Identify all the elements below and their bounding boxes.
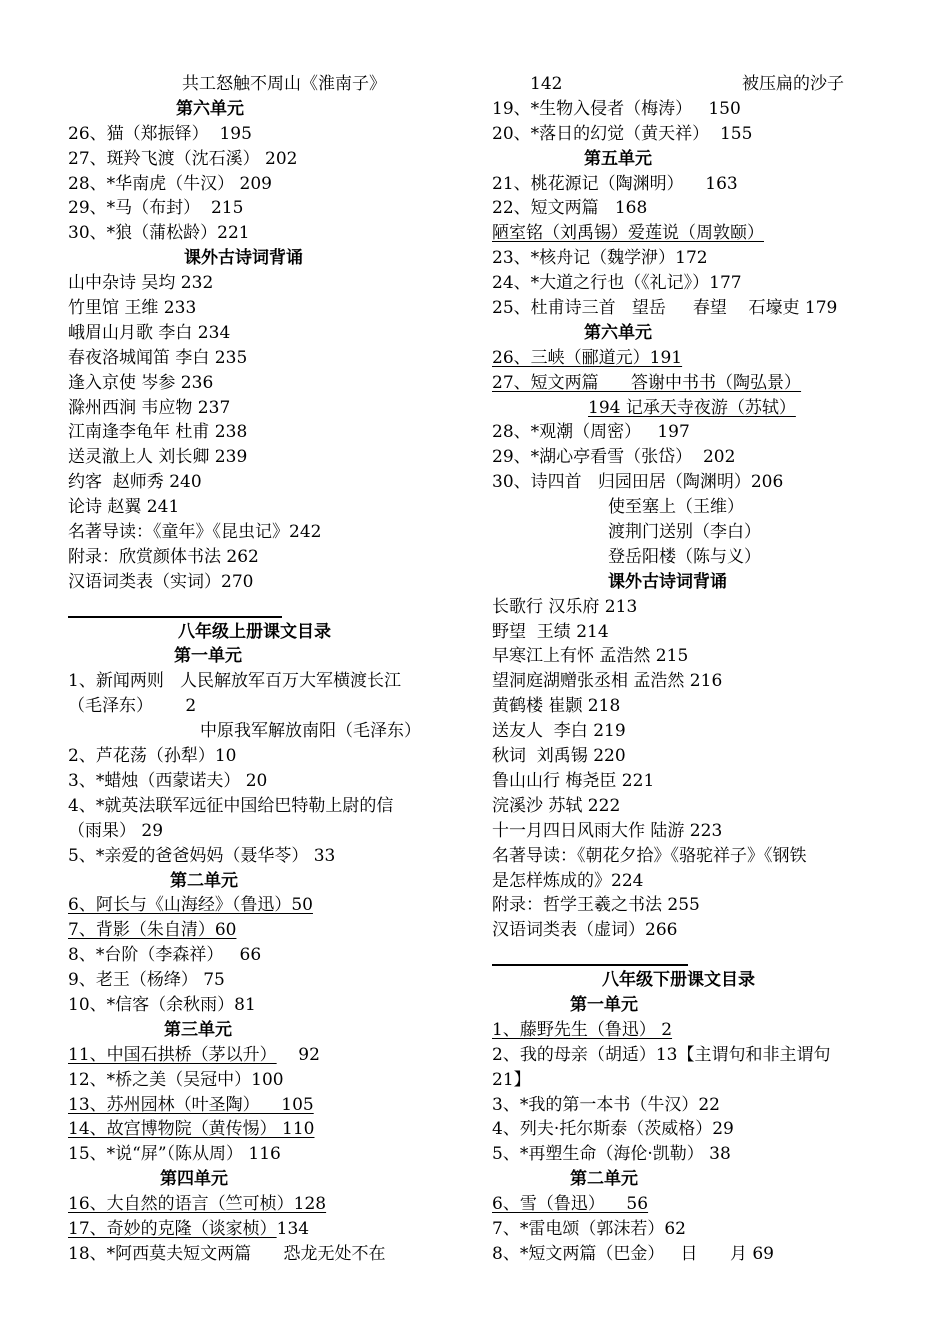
section-gap bbox=[68, 595, 464, 620]
entry-text: 鲁山山行 梅尧臣 221 bbox=[492, 770, 655, 791]
entry-text: 6、阿长与《山海经》（鲁迅）50 bbox=[68, 895, 313, 916]
entry-text: 4、*就英法联军远征中国给巴特勒上尉的信 bbox=[68, 795, 394, 816]
toc-entry bbox=[492, 893, 888, 918]
entry-text: 名著导读：《朝花夕拾》《骆驼祥子》《钢铁 bbox=[492, 845, 807, 866]
toc-entry bbox=[68, 669, 464, 694]
section-heading bbox=[492, 968, 888, 993]
entry-text: 使至塞上（王维） bbox=[608, 497, 744, 518]
toc-entry bbox=[492, 620, 888, 645]
entry-text: 26、三峡（郦道元）191 bbox=[492, 347, 683, 368]
toc-entry bbox=[492, 196, 888, 221]
entry-text: 陋室铭（刘禹锡）爱莲说（周敦颐） bbox=[492, 223, 764, 244]
toc-entry bbox=[68, 147, 464, 172]
section-heading bbox=[68, 869, 464, 894]
entry-text: 中原我军解放南阳（毛泽东） bbox=[200, 721, 421, 742]
toc-entry bbox=[68, 1117, 464, 1142]
toc-entry bbox=[492, 669, 888, 694]
section-heading bbox=[492, 147, 888, 172]
toc-entry bbox=[68, 296, 464, 321]
entry-text: 8、*短文两篇（巴金） 日 月 69 bbox=[492, 1243, 774, 1264]
page-number: 92 bbox=[276, 1044, 320, 1065]
toc-entry bbox=[492, 246, 888, 271]
toc-entry bbox=[492, 794, 888, 819]
section-heading bbox=[68, 620, 464, 645]
heading-text: 第五单元 bbox=[584, 148, 652, 169]
toc-entry bbox=[68, 694, 464, 719]
section-heading bbox=[492, 570, 888, 595]
toc-entry bbox=[68, 1242, 464, 1267]
entry-text: 春夜洛城闻笛 李白 235 bbox=[68, 347, 248, 368]
entry-text: 142 bbox=[530, 74, 563, 94]
toc-entry bbox=[68, 420, 464, 445]
entry-text: 14、故宫博物院（黄传惕） 110 bbox=[68, 1119, 315, 1140]
heading-text: 八年级上册课文目录 bbox=[178, 621, 331, 642]
toc-entry bbox=[68, 545, 464, 570]
entry-text: 21、桃花源记（陶渊明） 163 bbox=[492, 173, 738, 194]
entry-text: 4、列夫·托尔斯泰（茨威格）29 bbox=[492, 1119, 734, 1140]
entry-text: 山中杂诗 吴均 232 bbox=[68, 273, 214, 294]
toc-entry bbox=[492, 1093, 888, 1118]
toc-entry bbox=[492, 694, 888, 719]
entry-text: 28、*观潮（周密） 197 bbox=[492, 422, 690, 443]
entry-text: 十一月四日风雨大作 陆游 223 bbox=[492, 820, 723, 841]
toc-entry bbox=[492, 1068, 888, 1093]
toc-entry bbox=[492, 271, 888, 296]
toc-entry bbox=[492, 495, 888, 520]
entry-text: 2、芦花荡（孙犁）10 bbox=[68, 746, 237, 767]
toc-entry bbox=[68, 72, 464, 97]
section-heading bbox=[68, 644, 464, 669]
toc-entry bbox=[492, 918, 888, 943]
entry-text: 共工怒触不周山《淮南子》 bbox=[182, 74, 386, 94]
section-heading bbox=[68, 97, 464, 122]
entry-text: 早寒江上有怀 孟浩然 215 bbox=[492, 646, 689, 667]
section-heading bbox=[492, 1167, 888, 1192]
toc-entry bbox=[492, 346, 888, 371]
entry-text: 送灵澈上人 刘长卿 239 bbox=[68, 447, 248, 468]
entry-text: 24、*大道之行也（《礼记》）177 bbox=[492, 273, 742, 294]
toc-entry bbox=[492, 1018, 888, 1043]
toc-entry bbox=[492, 719, 888, 744]
toc-entry bbox=[492, 844, 888, 869]
toc-entry bbox=[492, 72, 888, 97]
toc-entry bbox=[68, 271, 464, 296]
entry-text: 附录：欣赏颜体书法 262 bbox=[68, 546, 259, 567]
entry-text: 滁州西涧 韦应物 237 bbox=[68, 397, 231, 418]
toc-entry bbox=[492, 595, 888, 620]
toc-entry bbox=[68, 769, 464, 794]
page-number: 134 bbox=[276, 1218, 310, 1239]
heading-text: 第四单元 bbox=[160, 1169, 228, 1190]
entry-text: 6、雪（鲁迅） 56 bbox=[492, 1194, 649, 1215]
entry-text: 20、*落日的幻觉（黄天祥） 155 bbox=[492, 123, 753, 144]
toc-entry bbox=[68, 794, 464, 819]
toc-entry bbox=[68, 520, 464, 545]
entry-text: 汉语词类表（虚词）266 bbox=[492, 920, 678, 941]
entry-text: 竹里馆 王维 233 bbox=[68, 298, 197, 319]
toc-entry bbox=[68, 943, 464, 968]
entry-text: 7、*雷电颂（郭沫若）62 bbox=[492, 1218, 686, 1239]
toc-entry bbox=[492, 520, 888, 545]
toc-entry bbox=[492, 644, 888, 669]
toc-entry bbox=[492, 819, 888, 844]
entry-text: 8、*台阶（李森祥） 66 bbox=[68, 945, 262, 966]
toc-entry bbox=[492, 545, 888, 570]
entry-text: 附录：哲学王羲之书法 255 bbox=[492, 895, 700, 916]
toc-entry bbox=[492, 221, 888, 246]
toc-entry bbox=[492, 296, 888, 321]
entry-text: 江南逢李龟年 杜甫 238 bbox=[68, 422, 248, 443]
entry-text: 长歌行 汉乐府 213 bbox=[492, 596, 638, 617]
section-heading bbox=[68, 1167, 464, 1192]
toc-entry bbox=[68, 570, 464, 595]
entry-text-extra: 被压扁的沙子 bbox=[742, 74, 844, 94]
section-heading bbox=[492, 321, 888, 346]
toc-entry bbox=[492, 172, 888, 197]
entry-text: 秋词 刘禹锡 220 bbox=[492, 746, 626, 767]
toc-entry bbox=[68, 396, 464, 421]
toc-entry bbox=[68, 893, 464, 918]
toc-entry bbox=[68, 495, 464, 520]
entry-text: （毛泽东） 2 bbox=[68, 696, 197, 717]
heading-text: 第六单元 bbox=[584, 322, 652, 343]
toc-entry bbox=[68, 968, 464, 993]
entry-text: （雨果） 29 bbox=[68, 820, 164, 841]
entry-text: 3、*蜡烛（西蒙诺夫） 20 bbox=[68, 770, 268, 791]
entry-text: 浣溪沙 苏轼 222 bbox=[492, 795, 621, 816]
entry-text: 30、*狼（蒲松龄）221 bbox=[68, 223, 250, 244]
heading-text: 第一单元 bbox=[174, 646, 242, 667]
toc-entry bbox=[492, 744, 888, 769]
entry-text: 19、*生物入侵者（梅涛） 150 bbox=[492, 98, 741, 119]
entry-text: 194 记承天寺夜游（苏轼） bbox=[588, 397, 796, 418]
entry-text: 2、我的母亲（胡适）13【主谓句和非主谓句 bbox=[492, 1044, 831, 1065]
entry-text: 登岳阳楼（陈与义） bbox=[608, 546, 761, 567]
entry-text: 21】 bbox=[492, 1069, 531, 1090]
heading-text: 第一单元 bbox=[570, 994, 638, 1015]
entry-text: 送友人 李白 219 bbox=[492, 721, 626, 742]
entry-text: 27、斑羚飞渡（沈石溪） 202 bbox=[68, 148, 298, 169]
heading-text: 八年级下册课文目录 bbox=[602, 970, 755, 991]
toc-entry bbox=[68, 918, 464, 943]
entry-text: 7、背影（朱自清）60 bbox=[68, 920, 237, 941]
toc-entry bbox=[68, 1043, 464, 1068]
section-gap bbox=[492, 943, 888, 968]
entry-text: 野望 王绩 214 bbox=[492, 621, 609, 642]
toc-entry bbox=[492, 371, 888, 396]
toc-entry bbox=[492, 1142, 888, 1167]
toc-entry bbox=[68, 371, 464, 396]
entry-text: 逢入京使 岑参 236 bbox=[68, 372, 214, 393]
toc-entry bbox=[68, 346, 464, 371]
entry-text: 5、*再塑生命（海伦·凯勒） 38 bbox=[492, 1144, 731, 1165]
entry-text: 25、杜甫诗三首 望岳 春望 石壕吏 179 bbox=[492, 298, 838, 319]
entry-text: 1、新闻两则 人民解放军百万大军横渡长江 bbox=[68, 671, 402, 692]
entry-text: 3、*我的第一本书（牛汉）22 bbox=[492, 1094, 720, 1115]
entry-text: 9、老王（杨绛） 75 bbox=[68, 970, 225, 991]
entry-text: 渡荆门送别（李白） bbox=[608, 522, 761, 543]
entry-text: 11、中国石拱桥（茅以升） bbox=[68, 1044, 277, 1065]
heading-text: 课外古诗词背诵 bbox=[608, 571, 727, 592]
toc-entry bbox=[68, 445, 464, 470]
toc-entry bbox=[492, 1242, 888, 1267]
entry-text: 22、短文两篇 168 bbox=[492, 198, 648, 219]
toc-entry bbox=[68, 221, 464, 246]
entry-text: 23、*核舟记（魏学洢）172 bbox=[492, 248, 708, 269]
section-divider bbox=[68, 616, 282, 618]
toc-entry bbox=[492, 1192, 888, 1217]
toc-entry bbox=[68, 1217, 464, 1242]
toc-entry bbox=[68, 1068, 464, 1093]
toc-entry bbox=[68, 993, 464, 1018]
toc-entry bbox=[68, 321, 464, 346]
entry-text: 5、*亲爱的爸爸妈妈（聂华苓） 33 bbox=[68, 845, 336, 866]
entry-text: 30、诗四首 归园田居（陶渊明）206 bbox=[492, 472, 784, 493]
toc-entry bbox=[68, 1093, 464, 1118]
entry-text: 16、大自然的语言（竺可桢）128 bbox=[68, 1194, 327, 1215]
toc-entry bbox=[492, 122, 888, 147]
entry-text: 峨眉山月歌 李白 234 bbox=[68, 322, 231, 343]
entry-text: 黄鹤楼 崔颢 218 bbox=[492, 696, 621, 717]
entry-text: 29、*湖心亭看雪（张岱） 202 bbox=[492, 447, 736, 468]
left-column bbox=[68, 72, 464, 1267]
entry-text: 12、*桥之美（吴冠中）100 bbox=[68, 1069, 284, 1090]
toc-entry bbox=[68, 844, 464, 869]
entry-text: 望洞庭湖赠张丞相 孟浩然 216 bbox=[492, 671, 723, 692]
toc-entry bbox=[492, 396, 888, 421]
entry-text: 26、猫（郑振铎） 195 bbox=[68, 123, 252, 144]
heading-text: 第二单元 bbox=[570, 1169, 638, 1190]
toc-entry bbox=[68, 122, 464, 147]
section-divider bbox=[492, 964, 688, 966]
entry-text: 17、奇妙的克隆（谈家桢） bbox=[68, 1218, 277, 1239]
entry-text: 27、短文两篇 答谢中书书（陶弘景） bbox=[492, 372, 802, 393]
entry-text: 约客 赵师秀 240 bbox=[68, 472, 202, 493]
toc-entry bbox=[68, 819, 464, 844]
entry-text: 1、藤野先生（鲁迅） 2 bbox=[492, 1019, 673, 1040]
entry-text: 28、*华南虎（牛汉） 209 bbox=[68, 173, 272, 194]
toc-entry bbox=[492, 769, 888, 794]
toc-entry bbox=[492, 97, 888, 122]
toc-entry bbox=[492, 869, 888, 894]
toc-entry bbox=[492, 420, 888, 445]
toc-entry bbox=[492, 1117, 888, 1142]
entry-text: 13、苏州园林（叶圣陶） 105 bbox=[68, 1094, 314, 1115]
section-heading bbox=[68, 1018, 464, 1043]
entry-text: 名著导读：《童年》《昆虫记》242 bbox=[68, 522, 322, 543]
toc-entry bbox=[492, 1043, 888, 1068]
entry-text: 10、*信客（余秋雨）81 bbox=[68, 994, 256, 1015]
section-heading bbox=[492, 993, 888, 1018]
entry-text: 汉语词类表（实词）270 bbox=[68, 571, 254, 592]
heading-text: 课外古诗词背诵 bbox=[184, 248, 303, 269]
toc-entry bbox=[68, 1142, 464, 1167]
heading-text: 第三单元 bbox=[164, 1019, 232, 1040]
toc-entry bbox=[68, 744, 464, 769]
heading-text: 第二单元 bbox=[170, 870, 238, 891]
entry-text: 18、*阿西莫夫短文两篇 恐龙无处不在 bbox=[68, 1243, 386, 1264]
right-column bbox=[492, 72, 888, 1267]
toc-entry bbox=[68, 719, 464, 744]
toc-entry bbox=[492, 445, 888, 470]
entry-text: 29、*马（布封） 215 bbox=[68, 198, 244, 219]
section-heading bbox=[68, 246, 464, 271]
toc-entry bbox=[68, 196, 464, 221]
entry-text: 15、*说“屏”（陈从周） 116 bbox=[68, 1144, 281, 1165]
toc-entry bbox=[492, 470, 888, 495]
entry-text: 是怎样炼成的》224 bbox=[492, 870, 644, 891]
toc-entry bbox=[68, 470, 464, 495]
entry-text: 论诗 赵翼 241 bbox=[68, 497, 180, 518]
toc-entry bbox=[68, 172, 464, 197]
toc-entry bbox=[68, 1192, 464, 1217]
heading-text: 第六单元 bbox=[176, 98, 244, 119]
toc-entry bbox=[492, 1217, 888, 1242]
